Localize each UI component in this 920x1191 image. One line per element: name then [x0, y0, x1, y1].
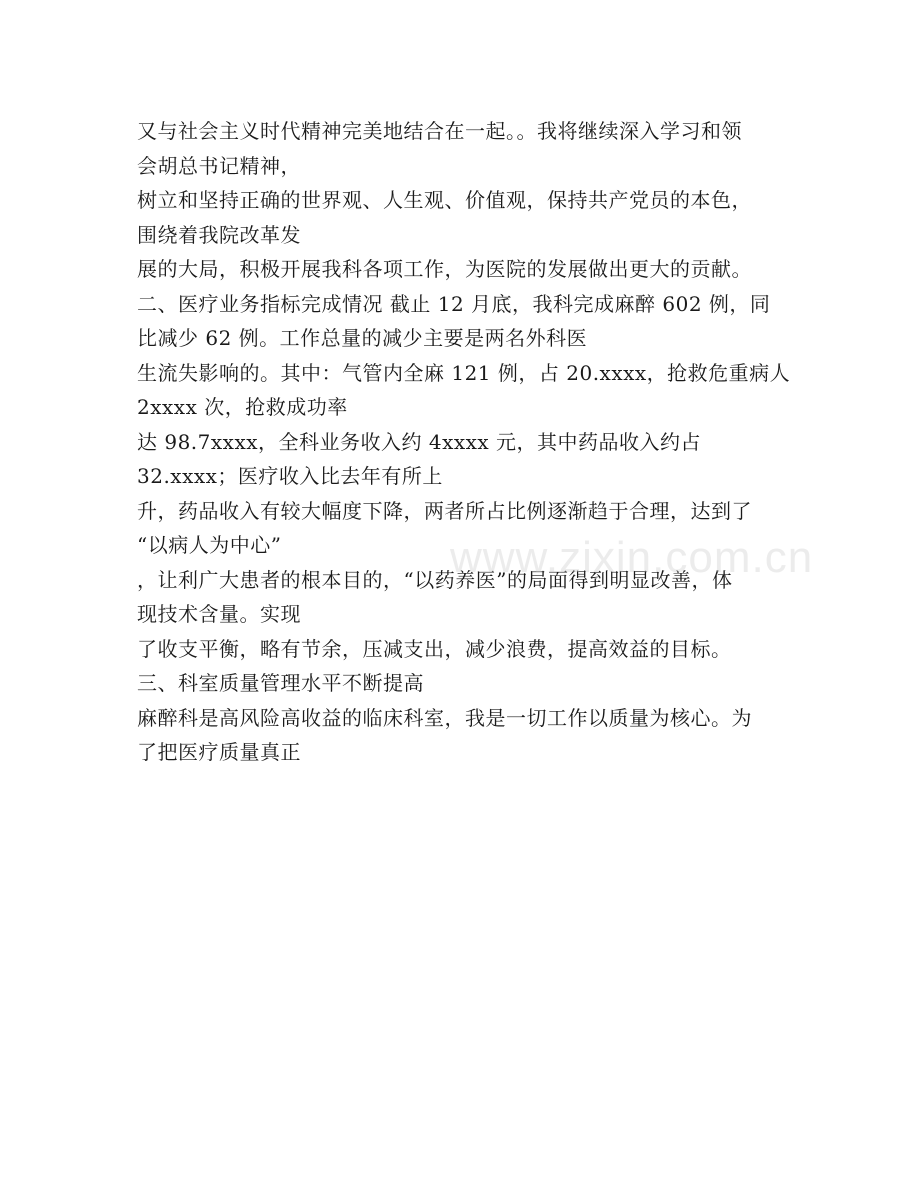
text-line: 树立和坚持正确的世界观、人生观、价值观，保持共产党员的本色，	[137, 188, 752, 212]
text-line: 现技术含量。实现	[137, 602, 301, 626]
text-line: 32.xxxx；医疗收入比去年有所上	[137, 464, 443, 488]
body-text	[137, 114, 797, 770]
text-line: 比减少 62 例。工作总量的减少主要是两名外科医	[137, 326, 588, 350]
text-line: ，让利广大患者的根本目的，“以药养医”的局面得到明显改善，体	[137, 567, 733, 592]
text-line: 生流失影响的。其中：气管内全麻 121 例，占 20.xxxx，抢救危重病人	[137, 360, 791, 385]
text-line: 展的大局，积极开展我科各项工作，为医院的发展做出更大的贡献。	[137, 257, 752, 281]
text-line: 又与社会主义时代精神完美地结合在一起。。我将继续深入学习和领	[137, 119, 742, 143]
watermark: www.zixin.com.cn	[450, 533, 814, 582]
text-line: 围绕着我院改革发	[137, 222, 301, 247]
text-line: 麻醉科是高风险高收益的临床科室，我是一切工作以质量为核心。为	[137, 705, 752, 730]
text-line: 2xxxx 次，抢救成功率	[137, 395, 348, 419]
text-line: “以病人为中心”	[137, 533, 282, 557]
text-line: 会胡总书记精神，	[137, 153, 301, 178]
text-line: 了把医疗质量真正	[137, 740, 301, 764]
section-heading-3: 三、科室质量管理水平不断提高	[137, 671, 424, 695]
text-line: 达 98.7xxxx，全科业务收入约 4xxxx 元，其中药品收入约占	[137, 429, 702, 454]
text-line: 了收支平衡，略有节余，压减支出，减少浪费，提高效益的目标。	[137, 636, 732, 661]
section-heading-2: 二、医疗业务指标完成情况 截止 12 月底，我科完成麻醉 602 例，同	[137, 291, 771, 316]
text-line: 升，药品收入有较大幅度下降，两者所占比例逐渐趋于合理，达到了	[137, 498, 752, 523]
